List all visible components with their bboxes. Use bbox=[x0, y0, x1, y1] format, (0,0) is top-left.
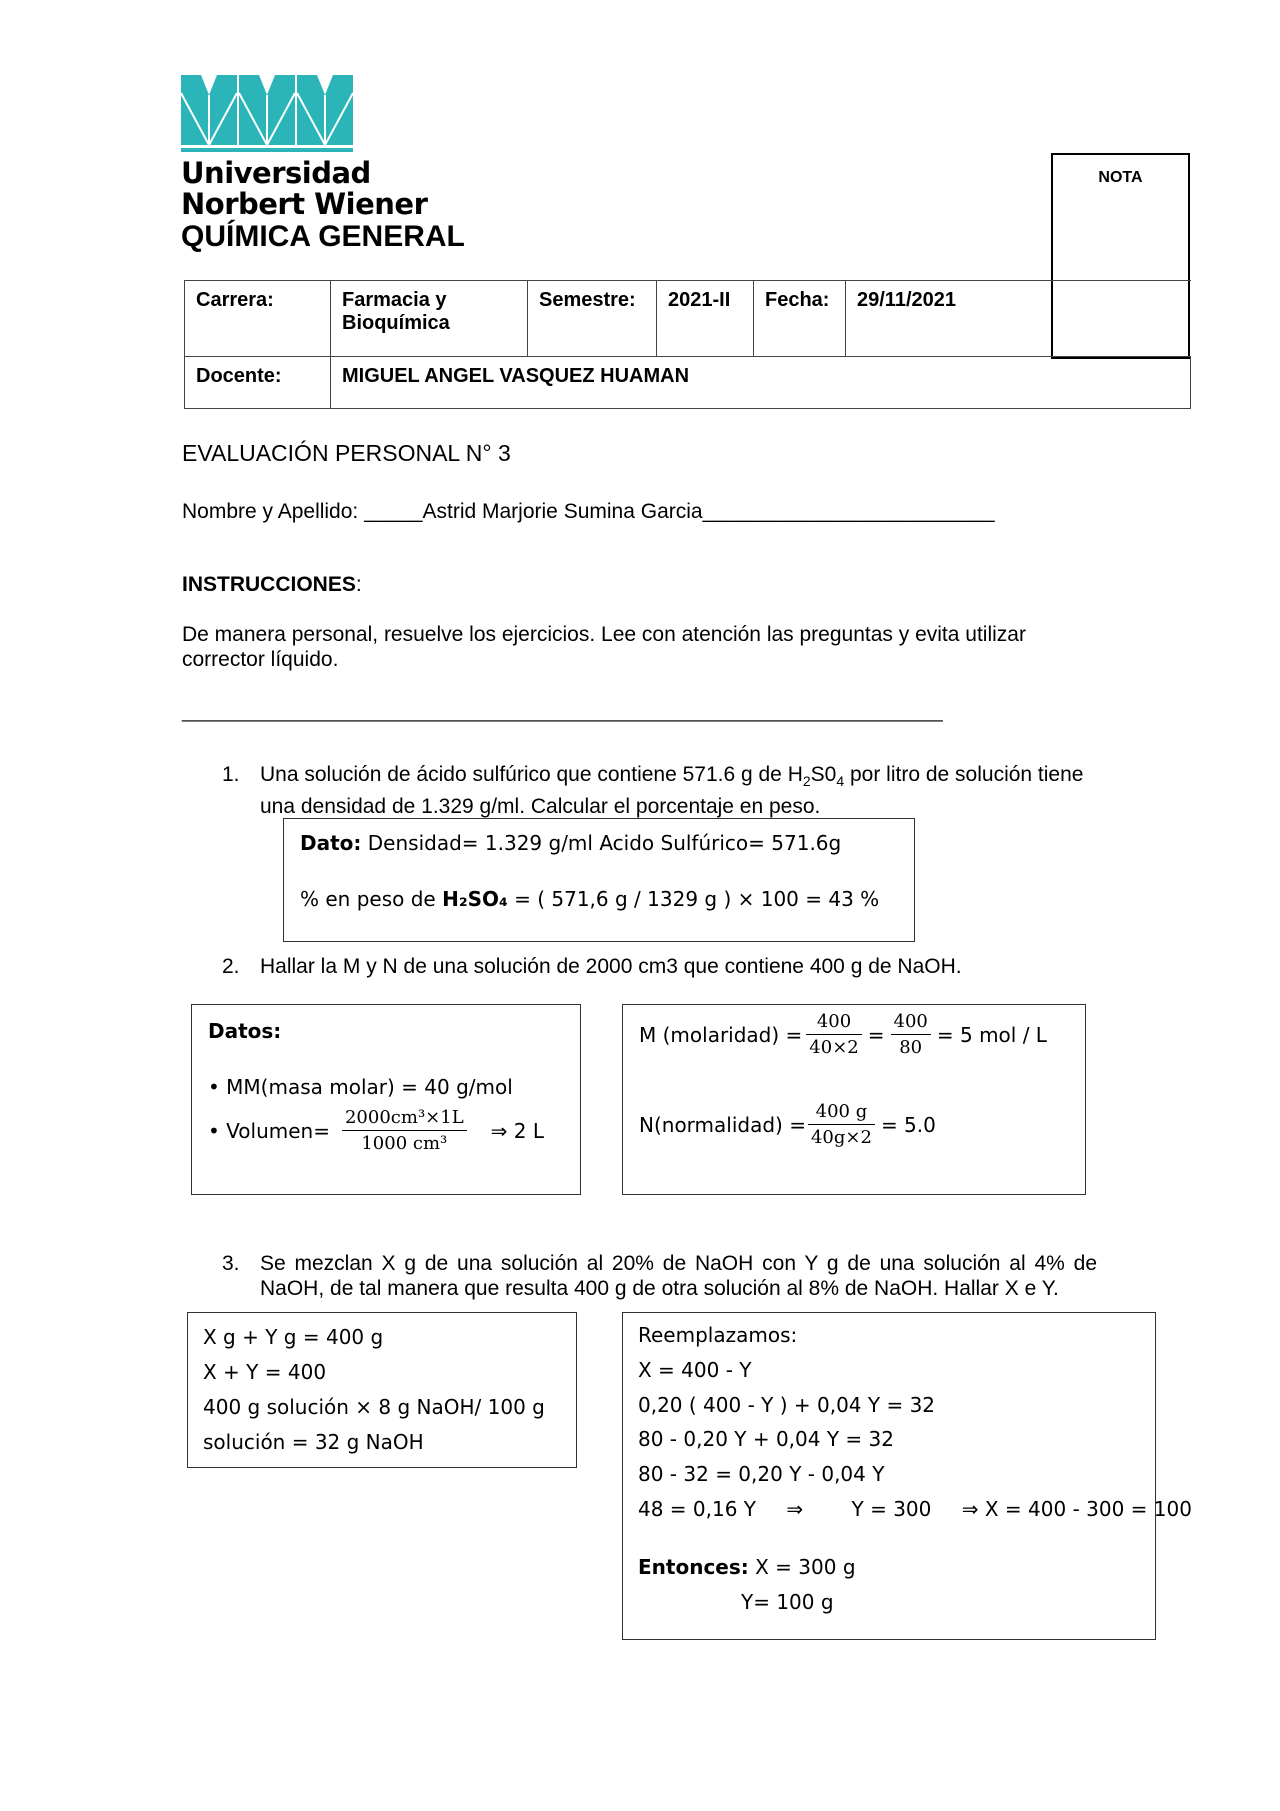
q1-line1 bbox=[260, 762, 1083, 794]
q3-right-line2: X = 400 - Y bbox=[638, 1358, 752, 1382]
university-name-line2: Norbert Wiener bbox=[181, 187, 428, 221]
q1-number: 1. bbox=[222, 763, 240, 786]
q2-text: Hallar la M y N de una solución de 2000 cm3 que contiene 400 g de NaOH. bbox=[260, 955, 962, 978]
q2-volumen-line bbox=[208, 1107, 544, 1154]
q3-right-line3: 0,20 ( 400 - Y ) + 0,04 Y = 32 bbox=[638, 1393, 936, 1417]
student-blank-prefix: _____ bbox=[364, 500, 423, 523]
docente-value: MIGUEL ANGEL VASQUEZ HUAMAN bbox=[331, 357, 1191, 409]
q3-right-line1: Reemplazamos: bbox=[638, 1323, 798, 1347]
q2-m-frac2-den: 80 bbox=[899, 1037, 923, 1058]
carrera-value bbox=[331, 281, 528, 357]
instructions-line2: corrector líquido. bbox=[182, 648, 339, 671]
q2-m-frac1 bbox=[806, 1011, 861, 1058]
q2-n-den: 40g×2 bbox=[810, 1127, 872, 1148]
q3-right-last-d: ⇒ X = 400 - 300 = 100 bbox=[961, 1497, 1192, 1521]
q2-m-result: = 5 mol / L bbox=[936, 1022, 1047, 1047]
q3-left-line4: solución = 32 g NaOH bbox=[203, 1430, 424, 1454]
q3-conclusion-bold: Entonces: bbox=[638, 1555, 749, 1579]
q3-right-box bbox=[622, 1312, 1192, 1640]
q1-box-line2-b: = ( 571,6 g / 1329 g ) × 100 = 43 % bbox=[507, 887, 880, 911]
q3-text bbox=[260, 1251, 1097, 1301]
q1-box-line2-a: % en peso de bbox=[300, 887, 443, 911]
q3-right-last-b: ⇒ bbox=[786, 1497, 804, 1521]
student-name-line bbox=[182, 499, 995, 524]
q2-m-label: M (molaridad) = bbox=[639, 1022, 803, 1047]
evaluation-title: EVALUACIÓN PERSONAL N° 3 bbox=[182, 440, 511, 466]
separator-line: ____________________________________________________________________________ bbox=[182, 702, 943, 722]
q2-vol-num: 2000cm³×1L bbox=[342, 1107, 467, 1131]
fecha-value: 29/11/2021 bbox=[846, 281, 1191, 357]
q3-left-line1: X g + Y g = 400 g bbox=[203, 1325, 384, 1349]
q1-line1-b: S0 bbox=[810, 763, 837, 786]
q2-m-frac1-num: 400 bbox=[806, 1011, 861, 1035]
q1-text bbox=[260, 762, 1083, 819]
q2-n-frac bbox=[808, 1101, 875, 1148]
q3-right-last-c: Y = 300 bbox=[851, 1497, 932, 1521]
q2-normalidad-line bbox=[639, 1101, 936, 1148]
q1-box-line1-text: Densidad= 1.329 g/ml Acido Sulfúrico= 571.6g bbox=[361, 831, 842, 855]
course-title: QUÍMICA GENERAL bbox=[181, 220, 465, 253]
q3-conclusion-x: X = 300 g bbox=[748, 1555, 856, 1579]
docente-label: Docente: bbox=[185, 357, 331, 409]
instructions-colon: : bbox=[355, 573, 362, 596]
info-table bbox=[184, 280, 1191, 409]
university-name-line1: Universidad bbox=[181, 156, 371, 190]
q2-n-result: = 5.0 bbox=[880, 1112, 936, 1137]
instructions-text bbox=[182, 622, 1026, 672]
university-logo-icon bbox=[181, 75, 353, 153]
q1-sub4: 4 bbox=[836, 773, 845, 790]
q1-line1-a: Una solución de ácido sulfúrico que contiene 571.6 g de H bbox=[260, 763, 803, 786]
q2-molaridad-line bbox=[639, 1011, 1047, 1058]
q3-right-line4: 80 - 0,20 Y + 0,04 Y = 32 bbox=[638, 1427, 894, 1451]
q3-left-box bbox=[187, 1312, 577, 1468]
student-name: Astrid Marjorie Sumina Garcia bbox=[422, 500, 703, 523]
semestre-value: 2021-II bbox=[657, 281, 754, 357]
instructions-heading bbox=[182, 572, 362, 597]
q2-datos-box bbox=[191, 1004, 581, 1195]
q2-datos-heading: Datos: bbox=[208, 1019, 282, 1043]
q3-line1: Se mezclan X g de una solución al 20% de NaOH con Y g de una solución al 4% de bbox=[260, 1252, 1097, 1275]
q3-conclusion-line1 bbox=[638, 1555, 856, 1579]
q2-vol-result: ⇒ 2 L bbox=[490, 1118, 544, 1143]
q2-m-frac2-num: 400 bbox=[891, 1011, 931, 1035]
student-blank-suffix: _________________________ bbox=[702, 500, 995, 523]
q3-line2: NaOH, de tal manera que resulta 400 g de otra solución al 8% de NaOH. Hallar X e Y. bbox=[260, 1277, 1059, 1300]
q3-conclusion-line2: Y= 100 g bbox=[741, 1590, 834, 1614]
q2-m-eq: = bbox=[867, 1022, 885, 1047]
q2-vol-fraction bbox=[342, 1107, 467, 1154]
q3-right-line6 bbox=[638, 1497, 1192, 1521]
carrera-value-line1: Farmacia y bbox=[342, 289, 447, 311]
q3-right-line5: 80 - 32 = 0,20 Y - 0,04 Y bbox=[638, 1462, 885, 1486]
q2-mm-line: • MM(masa molar) = 40 g/mol bbox=[208, 1075, 513, 1099]
q3-right-last-a: 48 = 0,16 Y bbox=[638, 1497, 757, 1521]
carrera-value-line2: Bioquímica bbox=[342, 312, 450, 334]
carrera-label: Carrera: bbox=[185, 281, 331, 357]
q2-n-label: N(normalidad) = bbox=[639, 1112, 806, 1137]
q1-box-line2-bold: H₂SO₄ bbox=[442, 887, 508, 911]
nota-label: NOTA bbox=[1098, 169, 1143, 186]
q1-sub2: 2 bbox=[802, 773, 811, 790]
instructions-label: INSTRUCCIONES bbox=[182, 573, 356, 596]
q2-vol-label: • Volumen= bbox=[208, 1118, 330, 1143]
q2-m-frac2 bbox=[891, 1011, 931, 1058]
q2-m-frac1-den: 40×2 bbox=[809, 1037, 859, 1058]
q2-number: 2. bbox=[222, 955, 240, 978]
q2-results-box bbox=[622, 1004, 1086, 1195]
q3-left-line2: X + Y = 400 bbox=[203, 1360, 327, 1384]
q1-box-line2 bbox=[300, 887, 879, 911]
instructions-line1: De manera personal, resuelve los ejercicios. Lee con atención las preguntas y evita utilizar bbox=[182, 623, 1026, 646]
semestre-label: Semestre: bbox=[528, 281, 657, 357]
fecha-label: Fecha: bbox=[754, 281, 846, 357]
q1-line1-c: por litro de solución tiene bbox=[844, 763, 1084, 786]
q3-left-line3: 400 g solución × 8 g NaOH/ 100 g bbox=[203, 1395, 545, 1419]
q1-line2: una densidad de 1.329 g/ml. Calcular el porcentaje en peso. bbox=[260, 795, 821, 819]
student-label: Nombre y Apellido: bbox=[182, 500, 365, 523]
q1-box-bold: Dato: bbox=[300, 831, 362, 855]
q1-answer-box bbox=[283, 818, 915, 942]
q2-vol-den: 1000 cm³ bbox=[361, 1133, 448, 1154]
q3-number: 3. bbox=[222, 1252, 240, 1275]
q2-n-num: 400 g bbox=[808, 1101, 875, 1125]
q1-box-line1 bbox=[300, 831, 841, 855]
